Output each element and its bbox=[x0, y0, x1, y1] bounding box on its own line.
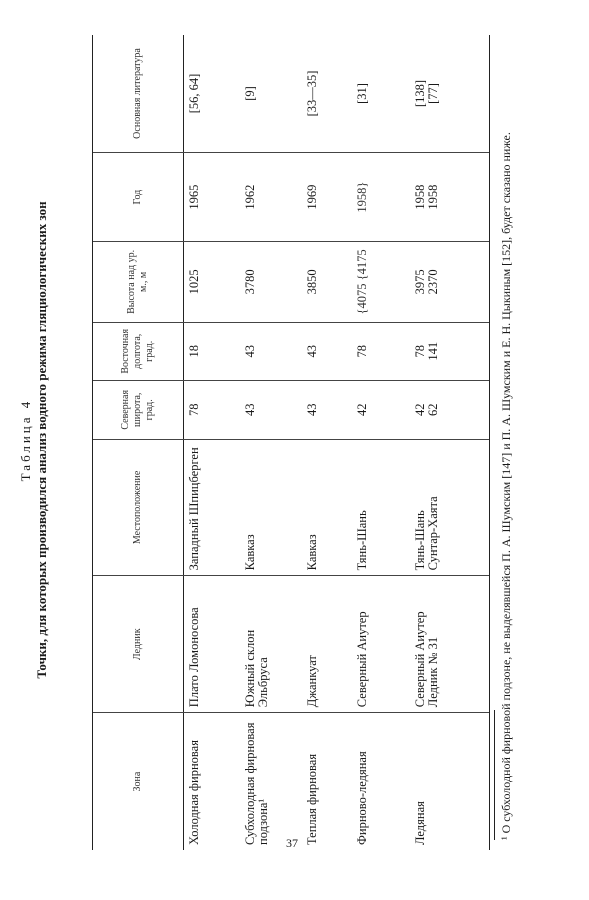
header-zone: Зона bbox=[93, 713, 184, 850]
column-altitude bbox=[93, 241, 489, 321]
cell-literature: [31] bbox=[355, 83, 369, 104]
cell-longitude bbox=[410, 323, 488, 381]
column-glacier bbox=[93, 575, 489, 712]
header-location: Местоположение bbox=[93, 440, 184, 576]
cell-latitude: 43 bbox=[305, 403, 319, 417]
footnote: ¹ О субхолодной фирновой подзоне, не выделявшейся П. А. Шумским [147] и П. А. Шумским и Е. Н. Цыкиным [152], будет сказано ниже. bbox=[499, 132, 513, 840]
cell-longitude: 43 bbox=[305, 345, 319, 358]
cell-longitude: 78 bbox=[355, 345, 369, 358]
cell-zone: Фирново-ледяная bbox=[355, 751, 369, 845]
cell-latitude: 78 bbox=[187, 403, 201, 417]
cell-year: 1965 bbox=[187, 184, 201, 210]
cell-literature: [56, 64] bbox=[187, 73, 201, 114]
cell-altitude bbox=[410, 242, 488, 321]
cell-literature: [33—35] bbox=[305, 70, 319, 117]
cell-line: 141 bbox=[426, 341, 440, 361]
cell-line: 1958 bbox=[413, 184, 427, 210]
cell-year bbox=[410, 153, 488, 241]
cell-altitude: 1025 bbox=[187, 269, 201, 295]
table-title: Точки, для которых производился анализ водного режима гляциологических зон bbox=[34, 201, 49, 679]
cell-latitude bbox=[410, 381, 488, 439]
table-caption: Таблица 4 bbox=[18, 398, 33, 482]
header-longitude: Восточная долгота, град. bbox=[93, 323, 184, 381]
cell-line: 42 bbox=[413, 403, 427, 417]
cell-glacier: Южный склон Эльбруса bbox=[243, 629, 270, 708]
cell-glacier: Джанкуат bbox=[305, 655, 319, 708]
cell-glacier: Плато Ломоносова bbox=[187, 607, 201, 708]
column-literature bbox=[93, 35, 489, 152]
cell-line: Сунтар-Хаята bbox=[426, 496, 440, 571]
cell-glacier: Северный Аиутер bbox=[355, 611, 369, 708]
cell-line: Северный Аиутер bbox=[413, 611, 427, 708]
cell-literature: [9] bbox=[243, 86, 257, 101]
cell-altitude: {4075 {4175 bbox=[355, 249, 369, 315]
header-latitude: Северная широта, град. bbox=[93, 381, 184, 439]
cell-zone: Теплая фирновая bbox=[305, 753, 319, 845]
cell-location: Кавказ bbox=[243, 534, 257, 571]
cell-location: Тянь-Шань bbox=[355, 510, 369, 571]
header-glacier: Ледник bbox=[93, 576, 184, 712]
cell-year: 1962 bbox=[243, 184, 257, 210]
cell-line: 3975 bbox=[413, 269, 427, 295]
header-year: Год bbox=[93, 153, 184, 241]
cell-zone: Ледяная bbox=[413, 801, 427, 845]
column-latitude bbox=[93, 380, 489, 439]
cell-longitude: 18 bbox=[187, 345, 201, 358]
column-longitude bbox=[93, 322, 489, 381]
cell-longitude: 43 bbox=[243, 345, 257, 358]
cell-year: 1969 bbox=[305, 184, 319, 210]
column-location bbox=[93, 439, 489, 576]
cell-line: 2370 bbox=[426, 269, 440, 295]
cell-literature bbox=[410, 35, 488, 152]
cell-glacier bbox=[410, 576, 488, 712]
column-zone bbox=[93, 712, 489, 850]
cell-line: [77] bbox=[426, 83, 440, 104]
title-block bbox=[18, 110, 49, 770]
header-altitude: Высота над ур. м., м bbox=[93, 242, 184, 321]
footnote-divider bbox=[494, 710, 495, 840]
cell-altitude: 3850 bbox=[305, 269, 319, 295]
cell-latitude: 43 bbox=[243, 403, 257, 417]
cell-year: 1958} bbox=[355, 181, 369, 213]
cell-zone: Субхолодная фирновая подзона¹ bbox=[243, 722, 270, 845]
cell-line: Ледник № 31 bbox=[426, 636, 440, 708]
cell-line: 78 bbox=[413, 345, 427, 358]
cell-line: Тянь-Шань bbox=[413, 510, 427, 571]
cell-location: Кавказ bbox=[305, 534, 319, 571]
cell-location: Западный Шпицберген bbox=[187, 447, 201, 571]
data-table bbox=[92, 35, 490, 850]
cell-latitude: 42 bbox=[355, 403, 369, 417]
cell-location bbox=[410, 440, 488, 576]
cell-line: [138] bbox=[413, 79, 427, 108]
cell-zone: Холодная фирновая bbox=[187, 740, 201, 845]
cell-altitude: 3780 bbox=[243, 269, 257, 295]
cell-line: 1958 bbox=[426, 184, 440, 210]
column-year bbox=[93, 152, 489, 241]
page-number: 37 bbox=[286, 836, 298, 850]
header-literature: Основная литература bbox=[93, 35, 184, 152]
cell-line: 62 bbox=[426, 403, 440, 417]
